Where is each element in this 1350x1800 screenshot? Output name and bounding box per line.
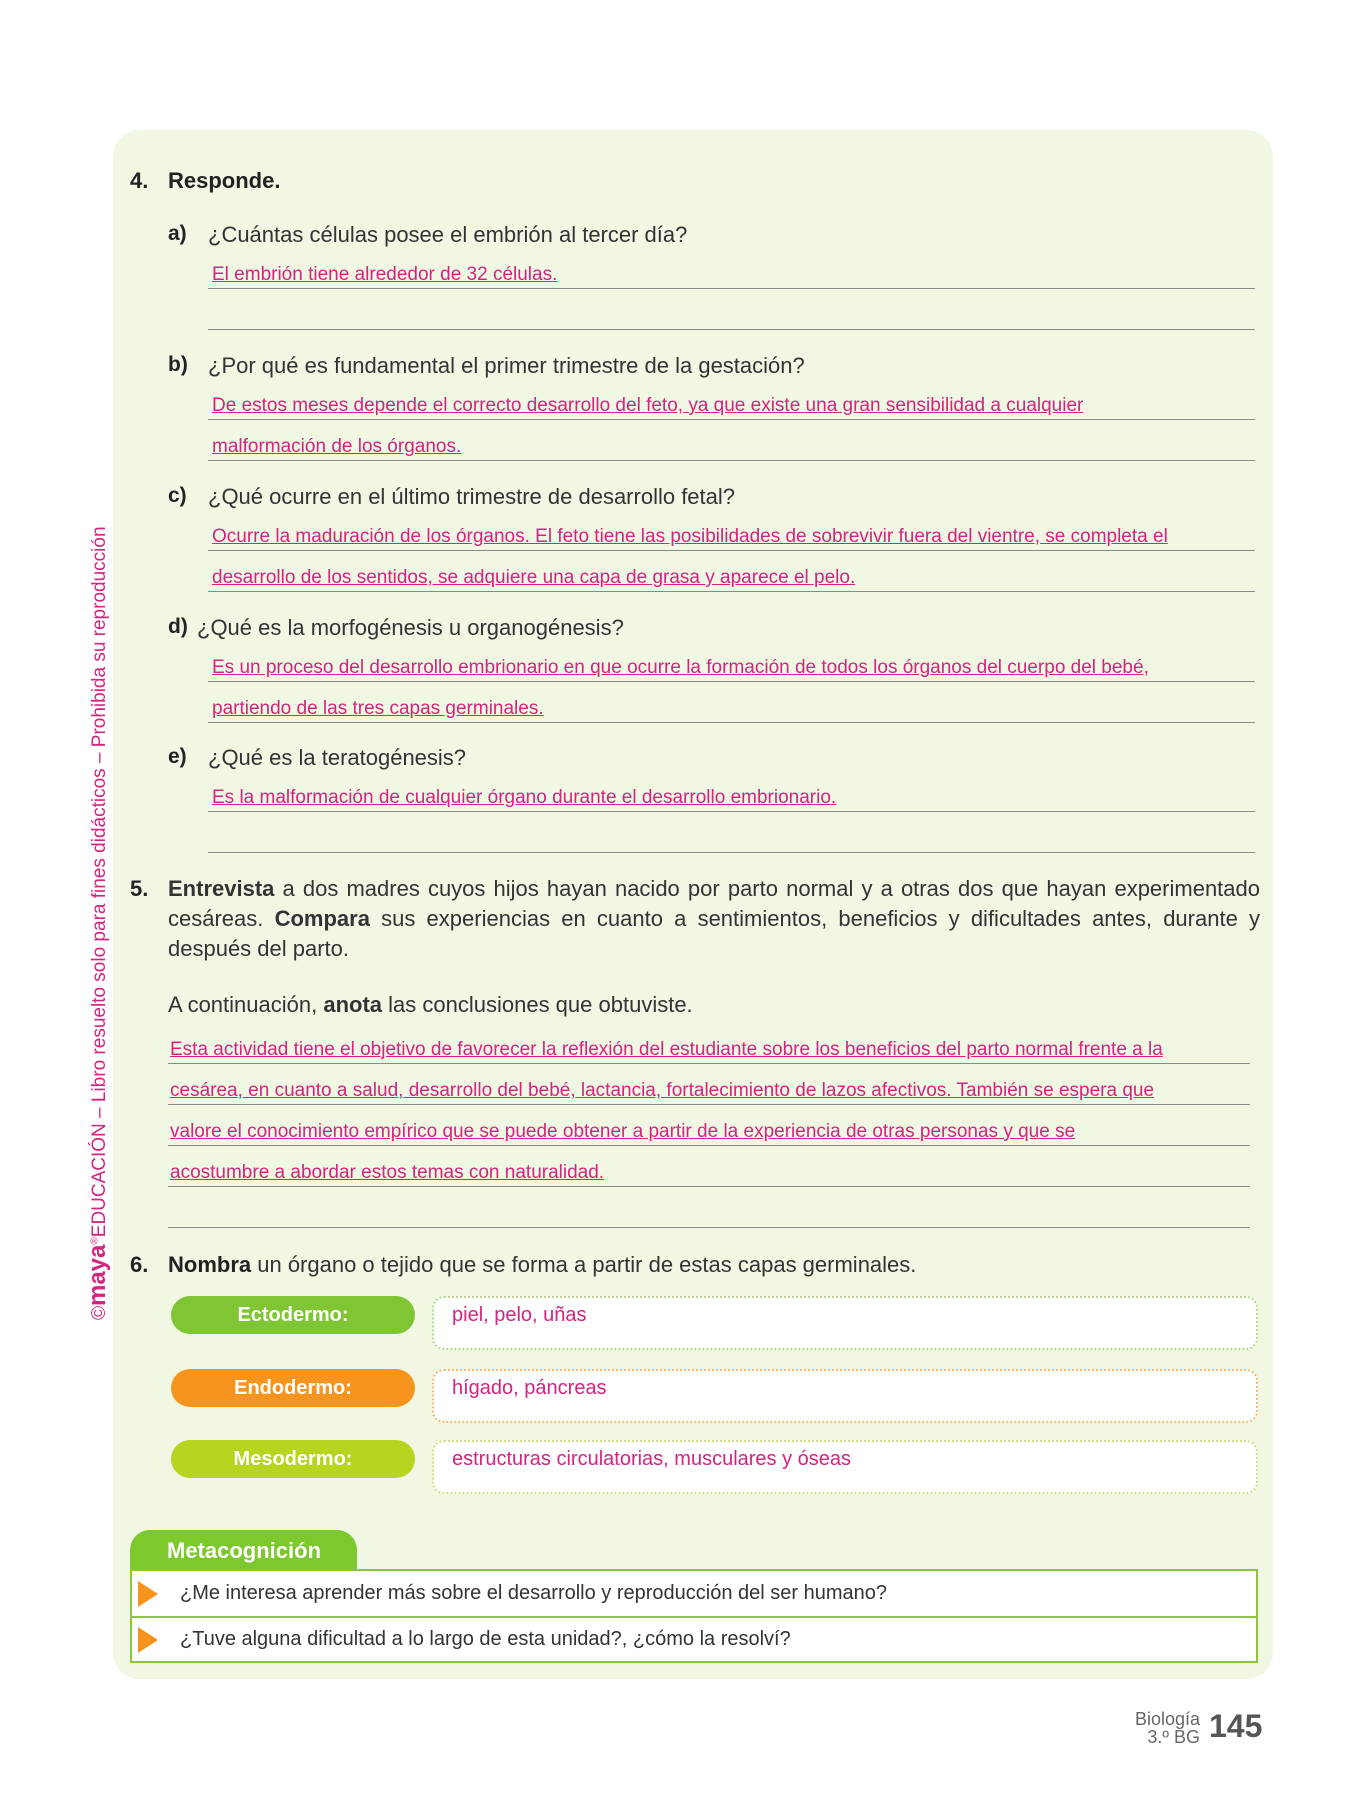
- answer-line: [208, 288, 1255, 289]
- metacognition-item: [132, 1571, 1256, 1616]
- answer-text: acostumbre a abordar estos temas con naturalidad.: [170, 1162, 605, 1183]
- q4-title: Responde.: [168, 168, 281, 193]
- answer-text: partiendo de las tres capas germinales.: [212, 698, 544, 719]
- page-number: 145: [1209, 1708, 1263, 1744]
- answer-text: malformación de los órganos.: [212, 436, 462, 457]
- q4-number: 4.: [130, 168, 149, 193]
- answer-line: [168, 1186, 1250, 1187]
- q5-subinstruction: A continuación, anota las conclusiones que obtuviste.: [168, 992, 693, 1017]
- question-text: ¿Qué ocurre en el último trimestre de desarrollo fetal?: [208, 484, 736, 509]
- answer-line: [168, 1145, 1250, 1146]
- answer-line: [208, 722, 1255, 723]
- question-text: ¿Por qué es fundamental el primer trimestre de la gestación?: [208, 353, 805, 378]
- germ-layer-answer: hígado, páncreas: [432, 1369, 1258, 1423]
- answer-text: De estos meses depende el correcto desarrollo del feto, ya que existe una gran sensibilidad a cualquier: [212, 395, 1084, 416]
- question-letter: b): [168, 353, 188, 376]
- copyright-sidebar: ©maya®EDUCACIÓN – Libro resuelto solo para fines didácticos – Prohibida su reproducción: [84, 526, 111, 1320]
- question-text: ¿Qué es la morfogénesis u organogénesis?: [197, 615, 624, 640]
- question-text: ¿Cuántas células posee el embrión al tercer día?: [208, 222, 688, 247]
- answer-line: [168, 1227, 1250, 1228]
- germ-layer-label: Endodermo:: [171, 1369, 415, 1407]
- question-text: ¿Qué es la teratogénesis?: [208, 745, 467, 770]
- q5-instruction: 5. Entrevista a dos madres cuyos hijos hayan nacido por parto normal y a otras dos que hayan experimentado cesáreas. Compara sus experiencias en cuanto a sentimientos, beneficios y dificultades antes, durante y después del parto.: [130, 876, 1260, 961]
- germ-layer-label: Ectodermo:: [171, 1296, 415, 1334]
- answer-text: cesárea, en cuanto a salud, desarrollo del bebé, lactancia, fortalecimiento de lazos afectivos. También se espera que: [170, 1080, 1155, 1101]
- footer-grade: 3.º BG: [1147, 1727, 1200, 1747]
- metacognition-question: ¿Me interesa aprender más sobre el desarrollo y reproducción del ser humano?: [180, 1582, 888, 1604]
- answer-text: Ocurre la maduración de los órganos. El feto tiene las posibilidades de sobrevivir fuera del vientre, se completa el: [212, 526, 1168, 547]
- answer-text: desarrollo de los sentidos, se adquiere una capa de grasa y aparece el pelo.: [212, 567, 856, 588]
- answer-text: Es la malformación de cualquier órgano durante el desarrollo embrionario.: [212, 787, 837, 808]
- play-triangle-icon: [138, 1581, 158, 1607]
- germ-layer-label: Mesodermo:: [171, 1440, 415, 1478]
- answer-line: [168, 1063, 1250, 1064]
- q6-instruction: Nombra un órgano o tejido que se forma a partir de estas capas germinales.: [168, 1252, 917, 1277]
- answer-line: [208, 550, 1255, 551]
- germ-layer-answer: estructuras circulatorias, musculares y óseas: [432, 1440, 1258, 1494]
- answer-text: Es un proceso del desarrollo embrionario en que ocurre la formación de todos los órganos del cuerpo del bebé,: [212, 657, 1149, 678]
- answer-line: [208, 460, 1255, 461]
- answer-line: [208, 419, 1255, 420]
- answer-text: valore el conocimiento empírico que se puede obtener a partir de la experiencia de otras personas y que se: [170, 1121, 1076, 1142]
- question-letter: a): [168, 222, 187, 245]
- answer-line: [208, 591, 1255, 592]
- answer-line: [208, 852, 1255, 853]
- answer-line: [208, 811, 1255, 812]
- metacognition-title: Metacognición: [130, 1530, 357, 1570]
- answer-text: Esta actividad tiene el objetivo de favorecer la reflexión del estudiante sobre los beneficios del parto normal frente a la: [170, 1039, 1163, 1060]
- question-letter: e): [168, 745, 187, 768]
- footer-subject: Biología: [1134, 1709, 1200, 1729]
- question-letter: d): [168, 615, 188, 638]
- metacognition-question: ¿Tuve alguna dificultad a lo largo de esta unidad?, ¿cómo la resolví?: [180, 1628, 791, 1650]
- metacognition-item: [132, 1616, 1256, 1661]
- answer-text: El embrión tiene alrededor de 32 células.: [212, 264, 558, 285]
- question-letter: c): [168, 484, 187, 507]
- answer-line: [168, 1104, 1250, 1105]
- answer-line: [208, 329, 1255, 330]
- metacognition-table: [130, 1569, 1258, 1663]
- q6-number: 6.: [130, 1252, 149, 1277]
- play-triangle-icon: [138, 1627, 158, 1653]
- answer-line: [208, 681, 1255, 682]
- germ-layer-answer: piel, pelo, uñas: [432, 1296, 1258, 1350]
